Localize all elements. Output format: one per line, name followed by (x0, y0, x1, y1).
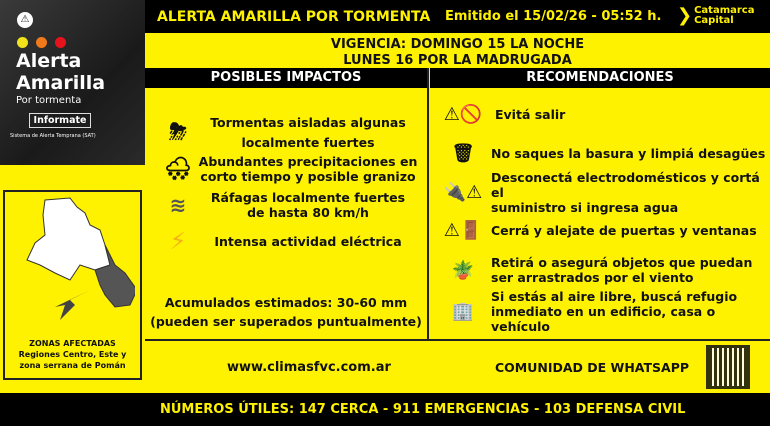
accumulation-estimate: Acumulados estimados: 30-60 mm (164, 295, 408, 310)
impact-item: ≋ Ráfagas localmente fuertes de hasta 80 km/h (160, 187, 420, 223)
shelter-icon: 🏢 (451, 300, 475, 322)
alert-subtitle: Por tormenta (16, 95, 82, 106)
validity-line1: VIGENCIA: DOMINGO 15 LA NOCHE (330, 37, 585, 52)
column-divider (427, 68, 429, 340)
whatsapp-label: COMUNIDAD DE WHATSAPP (495, 360, 690, 375)
website-link[interactable]: www.climasfvc.com.ar (227, 360, 391, 375)
hail-cloud-icon: 🌨 (164, 156, 192, 182)
zones-title: ZONAS AFECTADAS (29, 339, 116, 348)
main-panel (145, 33, 770, 393)
alert-level-dots (17, 37, 66, 48)
impact-item: ⚡ Intensa actividad eléctrica (160, 223, 420, 259)
brand-logo: ❯ Catamarca Capital (677, 4, 755, 26)
impacts-list (160, 113, 420, 259)
no-going-out-icon: ⚠🚫 (443, 103, 483, 125)
unplug-icon: 🔌⚠ (443, 181, 483, 203)
garbage-bag-icon: 🗑 (451, 142, 475, 164)
whatsapp-qr-code[interactable] (706, 345, 750, 389)
alert-badge-panel (0, 0, 145, 165)
recommendation-item: 🗑 No saques la basura y limpiá desagües (435, 133, 770, 173)
recommendation-item: ⚠🚫 Evitá salir (435, 95, 770, 133)
storm-cloud-icon: ⛈ (169, 119, 187, 145)
issued-time: Emitido el 15/02/26 - 05:52 h. (445, 9, 662, 24)
wind-objects-icon: 🪴 (451, 259, 475, 281)
zones-line1: Regiones Centro, Este y (18, 350, 127, 359)
accumulation-note: (pueden ser superados puntualmente) (150, 314, 422, 329)
header-bar (145, 0, 770, 33)
alert-title-line2: Amarilla (16, 72, 106, 94)
warning-icon: ⚠ (17, 12, 33, 28)
window-icon: ⚠🚪 (443, 219, 483, 241)
alert-title-line1: Alerta (16, 50, 82, 72)
zones-panel (0, 165, 145, 393)
wind-icon: ≋ (169, 192, 187, 217)
zones-line2: zona serrana de Pomán (19, 361, 126, 370)
recommendation-item: 🔌⚠ Desconectá electrodomésticos y cortá el suministro si ingresa agua (435, 173, 770, 211)
recommendation-item: 🪴 Retirá o asegurá objetos que puedan ser arrastrados por el viento (435, 249, 770, 291)
recommendations-list (435, 95, 770, 334)
useful-numbers-bar (0, 393, 770, 426)
useful-numbers: NÚMEROS ÚTILES: 147 CERCA - 911 EMERGENCIAS - 103 DEFENSA CIVIL (160, 402, 686, 417)
lightning-icon: ⚡ (169, 226, 187, 255)
recommendation-item: ⚠🚪 Cerrá y alejate de puertas y ventanas (435, 211, 770, 249)
impact-item: 🌨 Abundantes precipitaciones en corto tiempo y posible granizo (160, 151, 420, 187)
recommendations-header: RECOMENDACIONES (430, 68, 770, 88)
province-map (15, 195, 135, 325)
impact-item: ⛈ Tormentas aisladas algunas localmente fuertes (160, 113, 420, 151)
impacts-header: POSIBLES IMPACTOS (145, 68, 427, 88)
system-label: Sistema de Alerta Temprana (SAT) (10, 133, 96, 139)
informate-button[interactable]: Informate (29, 113, 91, 128)
footer-divider (145, 339, 770, 341)
recommendation-item: 🏢 Si estás al aire libre, buscá refugio inmediato en un edificio, casa o vehículo (435, 291, 770, 331)
validity-line2: LUNES 16 POR LA MADRUGADA (343, 53, 572, 68)
alert-header-title: ALERTA AMARILLA POR TORMENTA (157, 9, 431, 25)
